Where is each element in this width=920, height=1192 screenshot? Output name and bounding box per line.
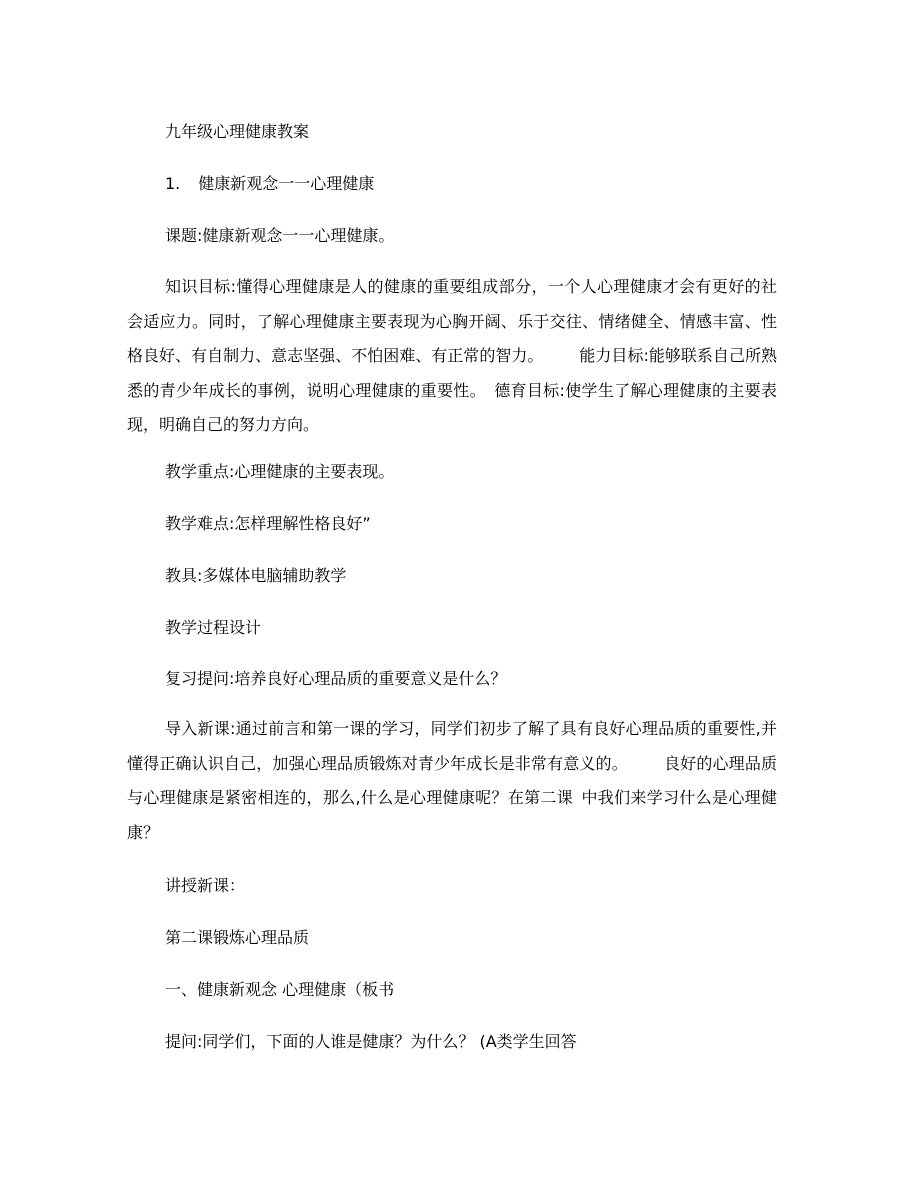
tools-line: 教具:多媒体电脑辅助教学 <box>165 566 347 585</box>
intro-text-3: 中我们来学习什么是心理健康？ <box>127 788 777 842</box>
section-title: 健康新观念一一心理健康 <box>198 174 375 193</box>
review-line: 复习提问:培养良好心理品质的重要意义是什么？ <box>165 669 507 688</box>
section-heading <box>165 174 374 194</box>
section-number: 1. <box>165 174 181 193</box>
objectives-paragraph <box>127 270 777 443</box>
teach-new-line: 讲授新课： <box>165 876 246 895</box>
process-line: 教学过程设计 <box>165 618 262 637</box>
knowledge-objective: 知识目标:懂得心理健康是人的健康的重要组成部分，一个人心理健康才会有更好的社会适应力。同时，了解心理健康主要表现为心胸开阔、乐于交往、情绪健全、情感丰富、性格良好、有自制力、意志坚强、不怕困难、有正常的智力。 <box>127 277 777 365</box>
ability-objective: 能力目标:能够联系自己所熟悉的青少年成长的事例，说明心理健康的重要性。 <box>127 346 777 400</box>
moral-objective: 德育目标:使学生了解心理健康的主要表现，明确自己的努力方向。 <box>127 380 777 434</box>
difficulty-line: 教学难点:怎样理解性格良好” <box>165 514 371 533</box>
intro-text-2: 良好的心理品质与心理健康是紧密相连的，那么,什么是心理健康呢？在第二课 <box>127 753 777 807</box>
lesson-heading: 第二课锻炼心理品质 <box>165 928 310 947</box>
key-point-line: 教学重点:心理健康的主要表现。 <box>165 462 395 481</box>
document-title: 九年级心理健康教案 <box>165 122 310 141</box>
board-heading: 一、健康新观念 心理健康（板书 <box>165 980 395 999</box>
topic-line: 课题:健康新观念一一心理健康。 <box>165 226 395 245</box>
intro-text-1: 导入新课:通过前言和第一课的学习，同学们初步了解了具有良好心理品质的重要性,并懂得正确认识自己，加强心理品质锻炼对青少年成长是非常有意义的。 <box>127 719 777 773</box>
intro-paragraph <box>127 712 777 850</box>
question-line: 提问:同学们，下面的人谁是健康？为什么？ (A类学生回答 <box>165 1032 577 1051</box>
